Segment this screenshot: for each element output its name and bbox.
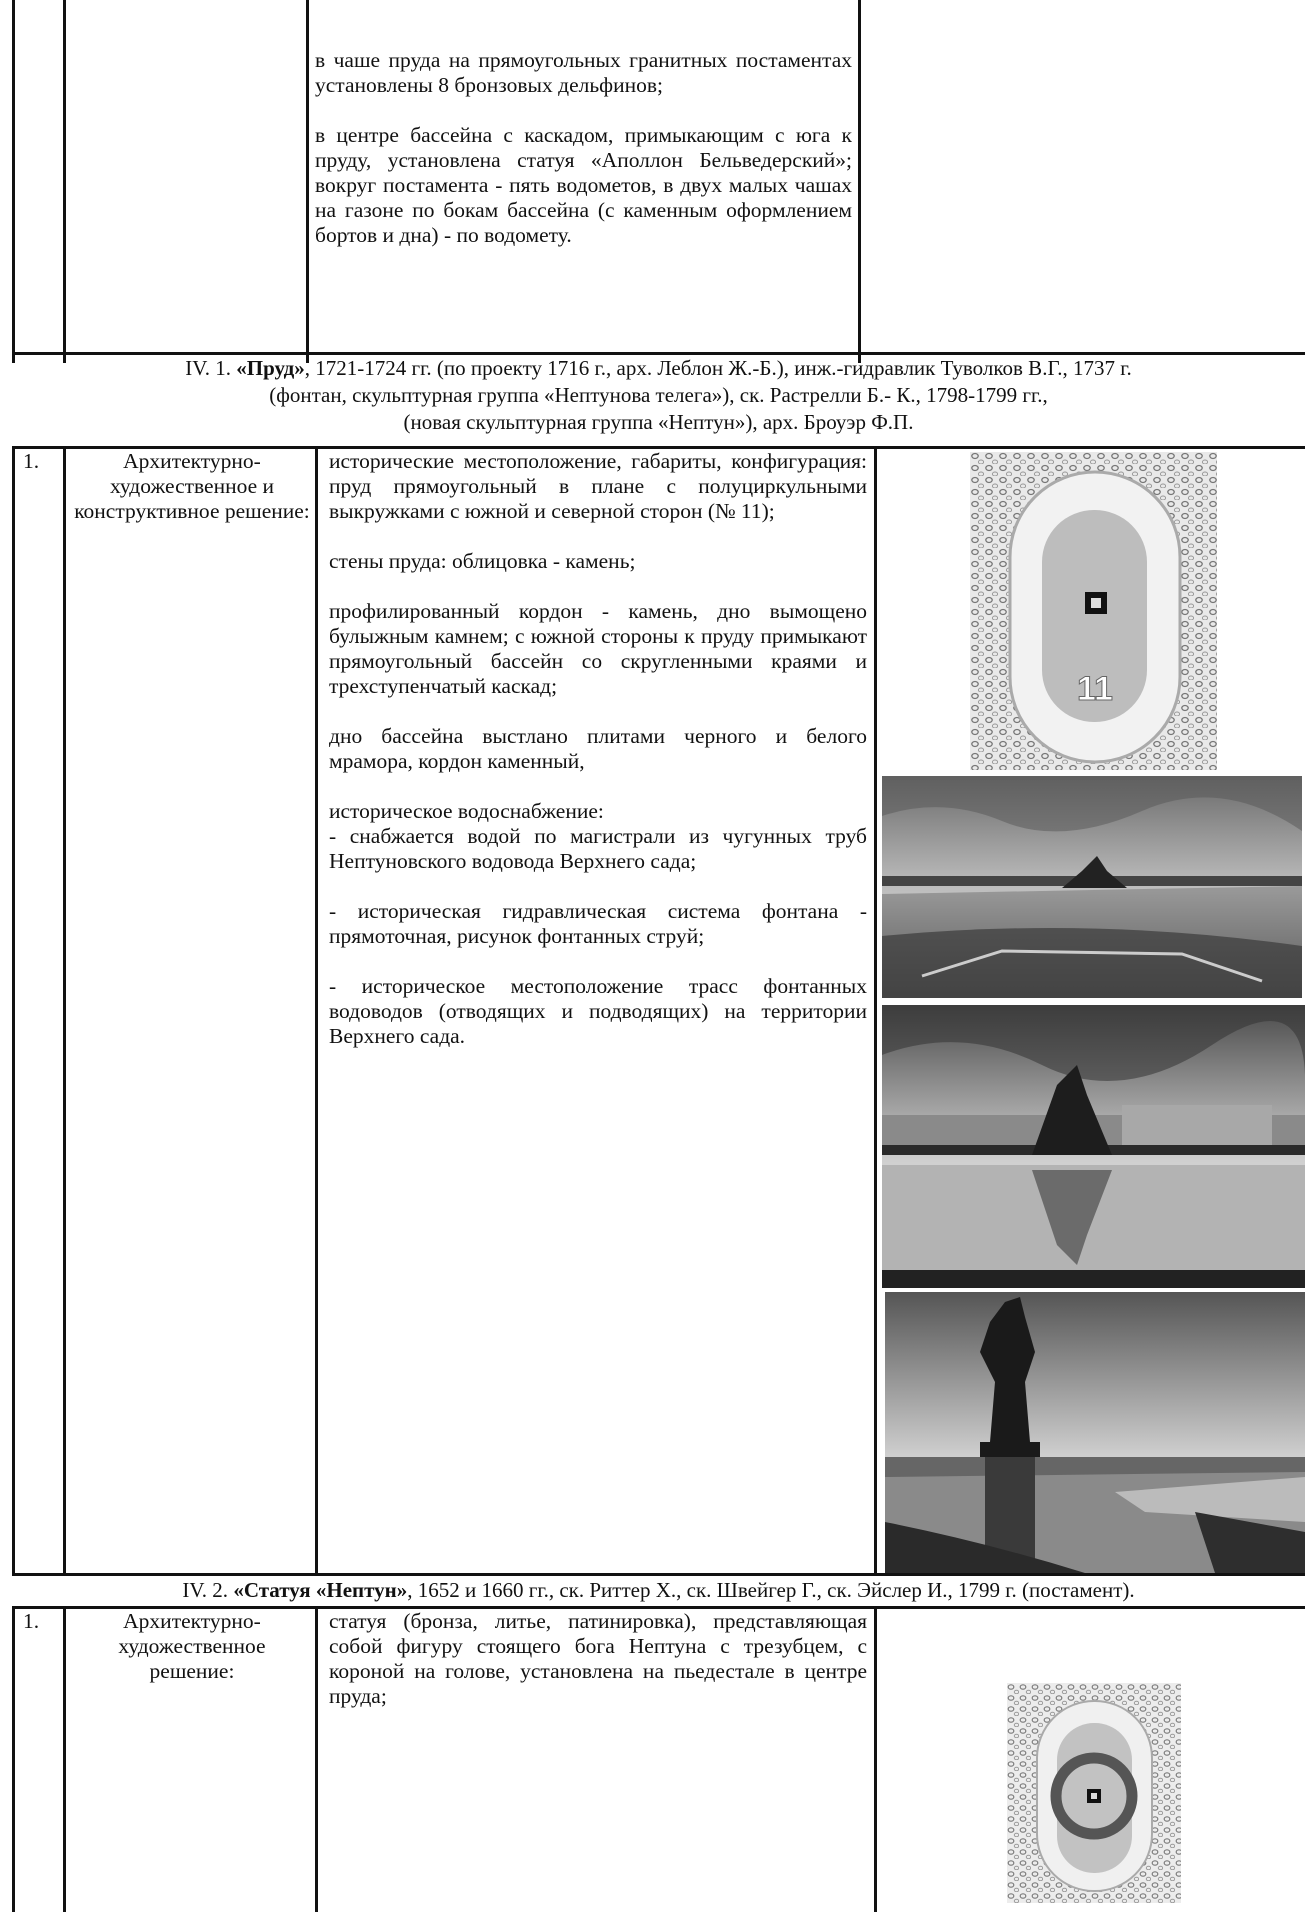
water-heading: историческое водоснабжение: [329,799,604,823]
table-border [12,446,15,1573]
row-number: 1. [23,1609,40,1633]
statue-plan-map-icon [1007,1683,1181,1903]
paragraph: в чаше пруда на прямоугольных гранитных постаментах установлены 8 бронзовых дельфинов; [315,48,852,97]
pond-photo-1-icon [882,776,1302,998]
row-category: Архитектурно-художественное решение: [118,1609,266,1683]
neptune-fountain-photo-icon [882,1005,1305,1288]
row-number: 1. [23,449,40,473]
top-row-text [315,48,852,248]
paragraph: статуя (бронза, литье, патинировка), представляющая собой фигуру стоящего бога Нептуна с трезубцем, с короной на голове, установлена на пьедестале в центре пруда; [329,1609,867,1708]
table-border [12,0,15,363]
paragraph: стены пруда: облицовка - камень; [329,549,636,573]
paragraph: в центре бассейна с каскадом, примыкающим с юга к пруду, установлена статуя «Аполлон Бельведерский»; вокруг постамента - пять водометов, в двух малых чашах на газоне по бокам бассейна (с каменным оформлением бортов и дна) - по водомету. [315,123,852,247]
table-border [63,446,66,1573]
table-border [315,446,318,1573]
svg-text:11: 11 [1077,670,1113,708]
neptune-statue-photo-icon [885,1292,1305,1573]
table-border [12,352,1305,355]
section1-text [329,449,867,1074]
section1-header-line3: (новая скульптурная группа «Нептун»), арх. Броуэр Ф.П. [403,410,914,434]
paragraph: - снабжается водой по магистрали из чугунных труб Нептуновского водовода Верхнего сада; [329,824,867,873]
document-page [12,0,1305,1912]
table-border [858,0,861,363]
table-border [874,446,877,1573]
paragraph: - историческое местоположение трасс фонтанных водоводов (отводящих и подводящих) на территории Верхнего сада. [329,974,867,1048]
paragraph: - историческая гидравлическая система фонтана - прямоточная, рисунок фонтанных струй; [329,899,867,948]
row-category: Архитектурно-художественное и конструктивное решение: [74,449,310,523]
table-border [12,1573,1305,1576]
paragraph: профилированный кордон - камень, дно вымощено булыжным камнем; с южной стороны к пруду примыкают прямоугольный бассейн со скругленными краями и трехступенчатый каскад; [329,599,867,698]
table-border [874,1606,877,1912]
section1-header-line1: IV. 1. «Пруд», 1721-1724 гг. (по проекту 1716 г., арх. Леблон Ж.-Б.), инж.-гидравлик Туволков В.Г., 1737 г. [185,356,1132,380]
section2-text [329,1609,867,1709]
table-border [306,0,309,363]
pond-plan-map-icon [970,452,1217,770]
section1-header-line2: (фонтан, скульптурная группа «Нептунова телега»), ск. Растрелли Б.- К., 1798-1799 гг., [269,383,1048,407]
table-border [12,1606,15,1912]
section2-header: IV. 2. «Статуя «Нептун», 1652 и 1660 гг., ск. Риттер Х., ск. Швейгер Г., ск. Эйслер И., 1799 г. (постамент). [182,1578,1135,1602]
paragraph: дно бассейна выстлано плитами черного и белого мрамора, кордон каменный, [329,724,867,773]
paragraph: исторические местоположение, габариты, конфигурация: пруд прямоугольный в плане с полуциркульными выкружками с южной и северной сторон (№ 11); [329,449,867,523]
table-border [63,0,66,363]
table-border [63,1606,66,1912]
table-border [315,1606,318,1912]
